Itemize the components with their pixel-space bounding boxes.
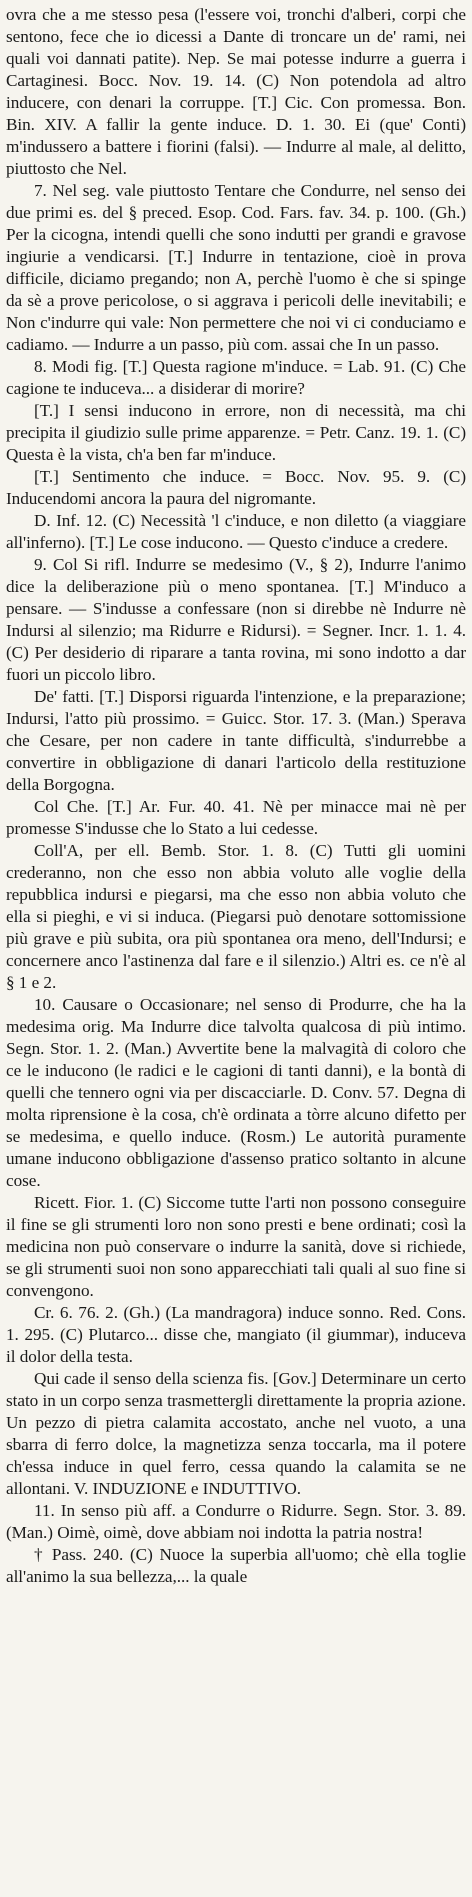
paragraph-sense-11: 11. In senso più aff. a Condurre o Ridurre. Segn. Stor. 3. 89. (Man.) Oimè, oimè, dove abbiam noi indotta la patria nostra! [6, 1501, 466, 1542]
paragraph-sense-10-cr: Cr. 6. 76. 2. (Gh.) (La mandragora) induce sonno. Red. Cons. 1. 295. (C) Plutarco... disse che, mangiato (il giummar), induceva il dolor della testa. [6, 1303, 466, 1366]
paragraph-sense-10-ricett: Ricett. Fior. 1. (C) Siccome tutte l'arti non possono conseguire il fine se gli strumenti loro non sono presti e bene ordinati; così la medicina non può conservare o indurre la sanità, dove si richiede, se gli strumenti suoi non sono apparecchiati tali quali al suo fine si convengono. [6, 1193, 466, 1300]
paragraph-sense-8: 8. Modi fig. [T.] Questa ragione m'induce. = Lab. 91. (C) Che cagione te induceva... a disiderar di morire? [6, 357, 466, 398]
paragraph-sense-8-senses: [T.] I sensi inducono in errore, non di necessità, ma chi precipita il giudizio sulle prime apparenze. = Petr. Canz. 19. 1. (C) Questa è la vista, ch'a ben far m'induce. [6, 401, 466, 464]
paragraph-sense-11-pass: † Pass. 240. (C) Nuoce la superbia all'uomo; chè ella toglie all'animo la sua bellezza,... la quale [6, 1545, 466, 1586]
paragraph-sense-8-sentimento: [T.] Sentimento che induce. = Bocc. Nov. 95. 9. (C) Inducendomi ancora la paura del nigromante. [6, 467, 466, 508]
paragraph-sense-10: 10. Causare o Occasionare; nel senso di Produrre, che ha la medesima orig. Ma Indurre dice talvolta qualcosa di più intimo. Segn. Stor. 1. 2. (Man.) Avvertite bene la malvagità di coloro che ce le inducono (le radici e le cagioni di tanti danni), e la bontà di quelli che tennero ogni via per discacciarle. D. Conv. 57. Degna di molta riprensione è la cosa, ch'è ordinata a tòrre alcuno difetto per se medesima, e quello induce. (Rosm.) Le autorità puramente umane inducono obbligazione d'assenso pratico soltanto in alcune cose. [6, 995, 466, 1190]
paragraph-sense-7: 7. Nel seg. vale piuttosto Tentare che Condurre, nel senso dei due primi es. del § preced. Esop. Cod. Fars. fav. 34. p. 100. (Gh.) Per la cicogna, intendi quelli che sono indutti per grandi e gravose ingiurie a vendicarsi. [T.] Indurre in tentazione, cioè in prova difficile, diciamo pregando; non A, perchè l'uomo è che si spinge da sè a prove pericolose, o si aggrava i pericoli delle inevitabili; e Non c'indurre qui vale: Non permettere che noi vi ci conduciamo e cadiamo. — Indurre a un passo, più com. assai che In un passo. [6, 181, 466, 354]
paragraph-continuation: ovra che a me stesso pesa (l'essere voi, tronchi d'alberi, corpi che sentono, fece che io dicessi a Dante di troncare un de' rami, nei quali voi dannati patite). Nep. Se mai potesse indurre a guerra i Cartaginesi. Bocc. Nov. 19. 14. (C) Non potendola ad altro inducere, con denari la corruppe. [T.] Cic. Con promessa. Bon. Bin. XIV. A fallir la gente induce. D. 1. 30. Ei (que' Conti) m'indussero a battere i fiorini (falsi). — Indurre al male, al delitto, piuttosto che Nel. [6, 5, 466, 178]
paragraph-sense-9-fatti: De' fatti. [T.] Disporsi riguarda l'intenzione, e la preparazione; Indursi, l'atto più prossimo. = Guicc. Stor. 17. 3. (Man.) Sperava che Cesare, per non cadere in tante difficultà, s'indurrebbe a convertire in obbligazione di danari l'articolo della restituzione della Borgogna. [6, 687, 466, 794]
paragraph-sense-9-ell: Coll'A, per ell. Bemb. Stor. 1. 8. (C) Tutti gli uomini crederanno, non che esso non abbia voluto alle voglie della repubblica indursi e piegarsi, ma che esso non abbia voluto che ella si pieghi, e vi si induca. (Piegarsi può denotare sottomissione più grave e più subita, ora più spontanea ora meno, dell'Indursi; e concernere anco l'astinenza dal fare e il silenzio.) Altri es. ce n'è al § 1 e 2. [6, 841, 466, 992]
paragraph-sense-8-inferno: D. Inf. 12. (C) Necessità 'l c'induce, e non diletto (a viaggiare all'inferno). [T.] Le cose inducono. — Questo c'induce a credere. [6, 511, 466, 552]
paragraph-sense-9: 9. Col Si rifl. Indurre se medesimo (V., § 2), Indurre l'animo dice la deliberazione più o meno spontanea. [T.] M'induco a pensare. — S'indusse a confessare (non si direbbe nè Indurre nè Indursi al silenzio; ma Ridurre e Ridursi). = Segner. Incr. 1. 1. 4. (C) Per desiderio di riparare a tanta rovina, mi sono indotto a dar fuori un piccolo libro. [6, 555, 466, 684]
paragraph-sense-9-che: Col Che. [T.] Ar. Fur. 40. 41. Nè per minacce mai nè per promesse S'indusse che lo Stato a lui cedesse. [6, 797, 466, 838]
paragraph-sense-10-fis: Qui cade il senso della scienza fis. [Gov.] Determinare un certo stato in un corpo senza trasmettergli direttamente la propria azione. Un pezzo di pietra calamita accostato, anche nel vuoto, a una sbarra di ferro dolce, la magnetizza senza toccarla, ma il potere ch'essa induce in quel ferro, cessa quando la calamita se ne allontani. V. INDUZIONE e INDUTTIVO. [6, 1369, 466, 1498]
